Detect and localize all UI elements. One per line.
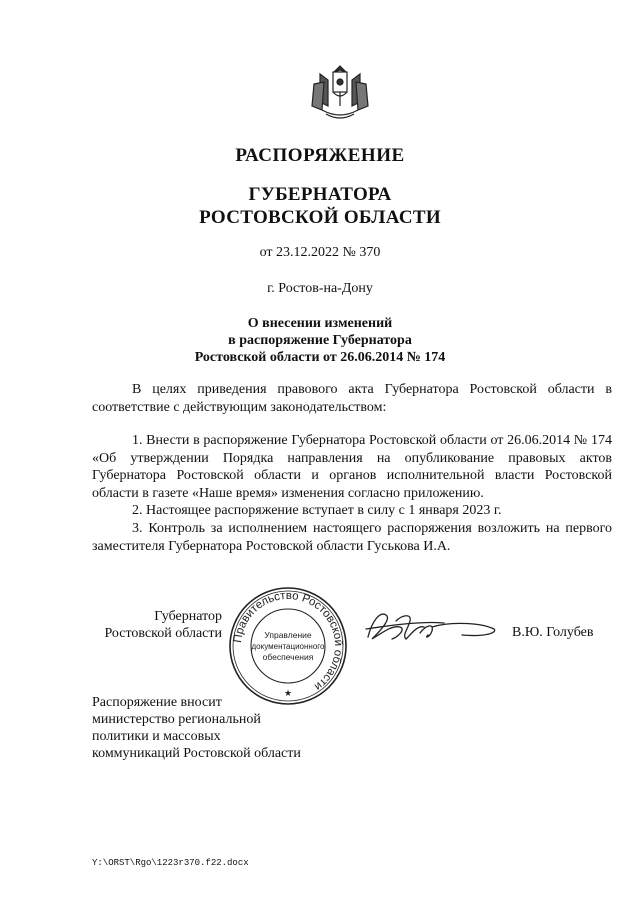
seal-ring-text: Правительство Ростовской области [232, 589, 345, 693]
subject-heading [0, 315, 640, 366]
submitter-line-2: министерство региональной [92, 712, 261, 727]
official-seal [226, 584, 350, 708]
position-line-1: Губернатор [154, 609, 222, 624]
submitter-line-3: политики и массовых [92, 729, 221, 744]
submitter-line-4: коммуникаций Ростовской области [92, 746, 301, 761]
position-line-2: Ростовской области [104, 626, 222, 641]
item-1-paragraph [92, 432, 612, 502]
item-1-text: 1. Внести в распоряжение Губернатора Ростовской области от 26.06.2014 № 174 «Об утверждении Порядка направления на опубликование правовых актов Губернатора Ростовской области и органов исполнительной власти Ростовской области в газете «Наше время» изменения согласно приложению. [92, 433, 612, 501]
seal-center-line-1: Управление [264, 630, 312, 640]
item-3-paragraph [92, 520, 612, 555]
submitter-block [92, 694, 301, 762]
subject-line-2: в распоряжение Губернатора [228, 333, 412, 348]
seal-center-line-3: обеспечения [262, 652, 314, 662]
item-2-paragraph [92, 502, 612, 520]
document-title: РАСПОРЯЖЕНИЕ [235, 145, 405, 166]
issuer-line-2: РОСТОВСКОЙ ОБЛАСТИ [199, 207, 441, 228]
signatory-name: В.Ю. Голубев [512, 625, 594, 640]
seal-center-line-2: документационного [251, 642, 325, 651]
city: г. Ростов-на-Дону [267, 281, 373, 296]
signatory-position [92, 608, 222, 642]
subject-line-3: Ростовской области от 26.06.2014 № 174 [194, 350, 446, 365]
issuer-line-1: ГУБЕРНАТОРА [248, 184, 392, 205]
item-2-text: 2. Настоящее распоряжение вступает в силу с 1 января 2023 г. [132, 503, 502, 518]
intro-text: В целях приведения правового акта Губернатора Ростовской области в соответствие с действующим законодательством: [92, 382, 612, 415]
coat-of-arms-emblem [300, 62, 380, 124]
handwritten-signature [362, 603, 502, 649]
item-3-text: 3. Контроль за исполнением настоящего распоряжения возложить на первого заместителя Губернатора Ростовской области Гуськова И.А. [92, 521, 612, 554]
seal-star-icon: ★ [283, 688, 293, 698]
date-number: от 23.12.2022 № 370 [259, 245, 381, 260]
issuer-heading [0, 183, 640, 229]
submitter-line-1: Распоряжение вносит [92, 695, 222, 710]
subject-line-1: О внесении изменений [247, 316, 393, 331]
file-path-footer: Y:\ORST\Rgo\1223r370.f22.docx [92, 858, 249, 868]
intro-paragraph [92, 381, 612, 416]
